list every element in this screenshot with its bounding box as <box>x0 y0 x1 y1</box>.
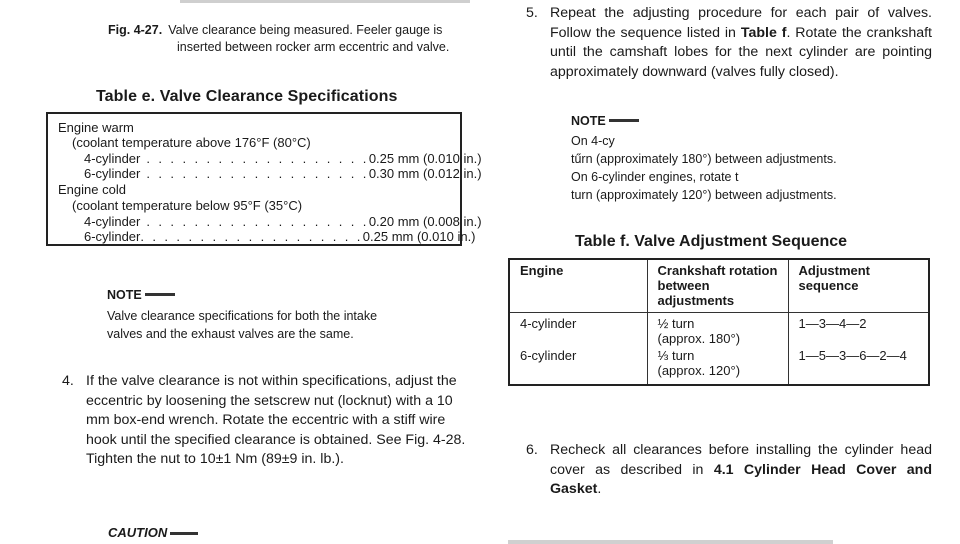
figure-caption <box>108 22 468 56</box>
step-4-text: If the valve clearance is not within specifications, adjust the eccentric by loosening the setscrew nut (locknut) with a 10 mm box-end wrench. Rotate the eccentric with a stiff wire hook until the specified clearance is obtained. See Fig. 4-28. Tighten the nut to 10±1 Nm (89±9 in. lb.). <box>86 373 466 468</box>
table-f-header-sequence: Adjustment sequence <box>788 259 929 313</box>
warm-6cyl-label: 6-cylinder <box>84 166 141 181</box>
table-f-approx: (approx. 180°) <box>657 331 741 346</box>
table-e-title: Table e. Valve Clearance Specifications <box>96 88 398 105</box>
note-2-line4: turn (approximately 120°) between adjustments. <box>571 188 837 202</box>
note-1-label: NOTE <box>107 288 142 302</box>
cold-6cyl-row <box>84 229 476 244</box>
step-4-number: 4. <box>62 373 74 389</box>
note-2-line2: tűrn (approximately 180°) between adjustments. <box>571 152 837 166</box>
table-f <box>508 258 930 386</box>
warm-4cyl-row <box>84 151 482 166</box>
warm-6cyl-value: 0.30 mm (0.012 in.) <box>368 166 482 181</box>
table-f-header-rotation: Crankshaft rotation between adjustments <box>647 259 788 313</box>
table-f-rotation: ½ turn <box>657 316 695 331</box>
step-5 <box>526 4 932 82</box>
table-f-rotation-cell <box>647 313 788 349</box>
note-1-line2: valves and the exhaust valves are the same. <box>107 327 354 341</box>
cold-4cyl-row <box>84 214 482 229</box>
table-f-header-row <box>509 259 929 313</box>
step-4 <box>62 372 468 470</box>
note-1-heading <box>107 286 175 304</box>
caution-rule <box>170 532 198 535</box>
top-edge-rule <box>180 0 470 3</box>
table-f-rotation: ⅓ turn <box>657 348 695 363</box>
cold-6cyl-label: 6-cylinder <box>84 229 141 244</box>
next-section-heading-cutoff <box>508 540 833 544</box>
note-2-body <box>571 132 911 204</box>
cold-4cyl-label: 4-cylinder <box>84 214 141 229</box>
table-f-header-engine: Engine <box>509 259 647 313</box>
caution-heading <box>108 525 198 540</box>
cold-heading: Engine cold <box>58 182 126 197</box>
note-1-body <box>107 307 437 343</box>
step-6-section-ref: 4.1 Cylinder Head Cover and Gasket <box>550 461 932 498</box>
warm-condition: (coolant temperature above 176°F (80°C) <box>72 135 311 150</box>
figure-label: Fig. 4-27. <box>108 23 163 37</box>
step-6-number: 6. <box>526 442 538 458</box>
step-6-text <box>550 441 932 500</box>
table-f-grid <box>508 258 930 386</box>
note-2-rule <box>609 119 639 122</box>
note-2-line3: On 6-cylinder engines, rotate t <box>571 170 739 184</box>
cold-4cyl-leader: . . . . . . . . . . . . . . . . . . . <box>140 214 369 229</box>
figure-caption-line1: Valve clearance being measured. Feeler gauge is <box>168 23 443 37</box>
cold-4cyl-value: 0.20 mm (0.008 in.) <box>368 214 482 229</box>
warm-4cyl-value: 0.25 mm (0.010 in.) <box>368 151 482 166</box>
cold-6cyl-leader: . . . . . . . . . . . . . . . . . . . <box>140 229 363 244</box>
cold-6cyl-value: 0.25 mm (0.010 in.) <box>362 229 476 244</box>
table-f-sequence-cell: 1—3—4—2 <box>798 316 867 331</box>
table-row <box>509 348 929 385</box>
note-2-label: NOTE <box>571 114 606 128</box>
note-2-heading <box>571 112 639 130</box>
table-f-rotation-cell <box>647 348 788 385</box>
warm-6cyl-row <box>84 166 482 181</box>
note-1-line1: Valve clearance specifications for both the intake <box>107 309 378 323</box>
warm-4cyl-leader: . . . . . . . . . . . . . . . . . . . <box>140 151 369 166</box>
warm-heading: Engine warm <box>58 120 134 135</box>
step-5-text-after: . Rotate the crankshaft until the camshaft lobes for the next cylinder are pointing approximately downward (valves fully closed). <box>550 24 932 80</box>
figure-caption-line2: inserted between rocker arm eccentric and valve. <box>177 40 450 54</box>
step-5-number: 5. <box>526 5 538 21</box>
warm-6cyl-leader: . . . . . . . . . . . . . . . . . . . <box>140 166 369 181</box>
warm-4cyl-label: 4-cylinder <box>84 151 141 166</box>
note-1-rule <box>145 293 175 296</box>
cold-condition: (coolant temperature below 95°F (35°C) <box>72 198 303 213</box>
caution-label: CAUTION <box>108 525 168 540</box>
table-f-approx: (approx. 120°) <box>657 363 741 378</box>
step-6-text-after: . <box>597 481 602 498</box>
table-f-sequence-cell: 1—5—3—6—2—4 <box>798 348 907 363</box>
table-f-engine-cell: 6-cylinder <box>509 348 647 385</box>
step-5-text <box>550 4 932 82</box>
step-6-text-before: Recheck all clearances before installing the cylinder head cover as described in <box>550 442 932 478</box>
step-5-table-ref: Table f <box>740 24 787 41</box>
step-5-text-before: Repeat the adjusting procedure for each pair of valves. Follow the sequence listed in <box>550 5 932 41</box>
table-e-box <box>46 112 482 246</box>
table-row <box>509 313 929 349</box>
bleed-through-mark <box>38 312 72 360</box>
note-2-line1: On 4-cy <box>571 134 615 148</box>
table-f-engine-cell: 4-cylinder <box>509 313 647 349</box>
step-6 <box>526 441 932 500</box>
table-f-title: Table f. Valve Adjustment Sequence <box>575 233 848 250</box>
